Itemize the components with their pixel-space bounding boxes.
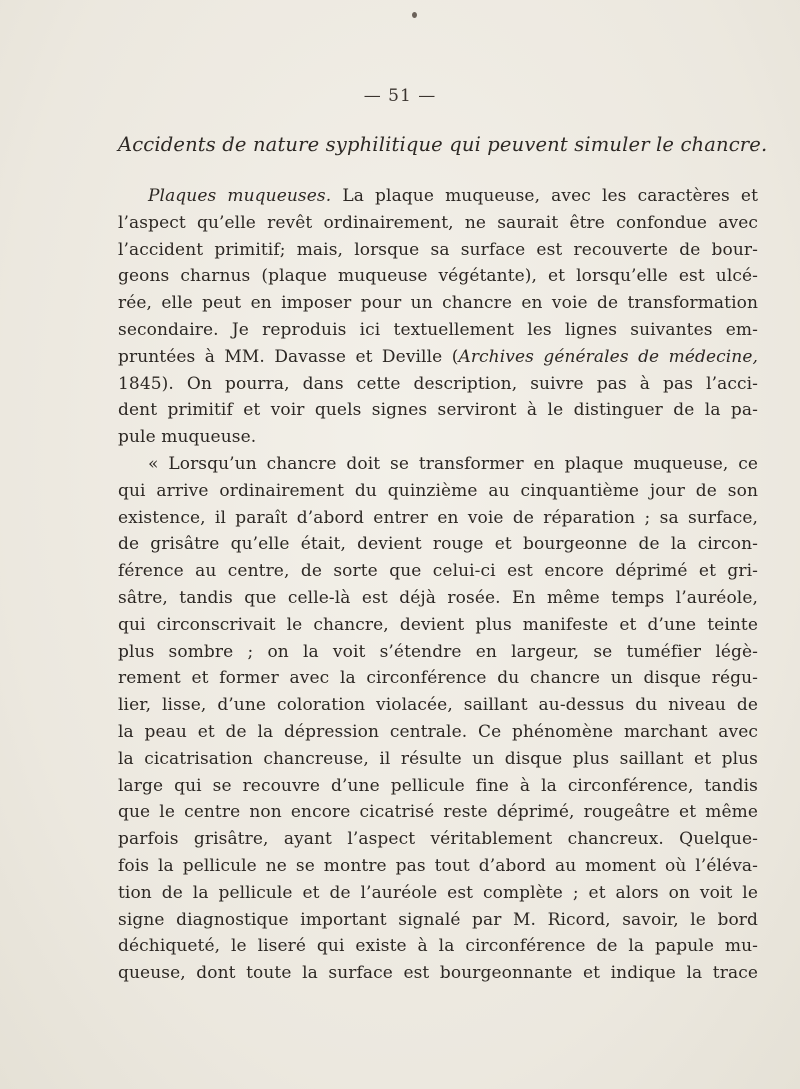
text-line: rement et former avec la circonférence du chancre un disque régu- [118, 668, 758, 689]
text-line: signe diagnostique important signalé par M. Ricord, savoir, le bord [118, 909, 758, 930]
text-line: fois la pellicule ne se montre pas tout d’abord au moment où l’éléva- [118, 855, 758, 876]
page-number: — 51 — [363, 86, 437, 106]
text-line: existence, il paraît d’abord entrer en voie de réparation ; sa surface, [118, 507, 758, 528]
text-line: de grisâtre qu’elle était, devient rouge et bourgeonne de la circon- [118, 534, 758, 555]
text-line: l’aspect qu’elle revêt ordinairement, ne saurait être confondue avec [118, 212, 758, 233]
text-line: la peau et de la dépression centrale. Ce phénomène marchant avec [118, 721, 758, 742]
subsection-title: Plaques muqueuses. [148, 186, 332, 206]
text-line: rée, elle peut en imposer pour un chancre en voie de transformation [118, 293, 758, 314]
text-line: parfois grisâtre, ayant l’aspect véritablement chancreux. Quelque- [118, 829, 758, 850]
text-line: l’accident primitif; mais, lorsque sa surface est recouverte de bour- [118, 239, 758, 260]
text-line: la cicatrisation chancreuse, il résulte un disque plus saillant et plus [118, 748, 758, 769]
text-line: que le centre non encore cicatrisé reste déprimé, rougeâtre et même [118, 802, 758, 823]
text-line: lier, lisse, d’une coloration violacée, saillant au-dessus du niveau de [118, 695, 758, 716]
text-line: queuse, dont toute la surface est bourgeonnante et indique la trace [118, 963, 758, 984]
text-line: large qui se recouvre d’une pellicule fine à la circonférence, tandis [118, 775, 758, 796]
text-line: déchiqueté, le liseré qui existe à la circonférence de la papule mu- [118, 936, 758, 957]
text-line: sâtre, tandis que celle-là est déjà rosée. En même temps l’auréole, [118, 587, 758, 608]
text-line: pruntées à MM. Davasse et Deville (Archives générales de médecine, [118, 346, 759, 367]
text-line: « Lorsqu’un chancre doit se transformer en plaque muqueuse, ce [148, 453, 758, 474]
text-line: qui arrive ordinairement du quinzième au cinquantième jour de son [118, 480, 758, 501]
text-line: qui circonscrivait le chancre, devient plus manifeste et d’une teinte [118, 614, 758, 635]
text-line: secondaire. Je reproduis ici textuellement les lignes suivantes em- [118, 319, 758, 340]
citation: Archives générales de médecine, [458, 346, 759, 367]
text-line: tion de la pellicule et de l’auréole est complète ; et alors on voit le [118, 882, 758, 903]
text-line: férence au centre, de sorte que celui-ci est encore déprimé et gri- [118, 561, 758, 582]
ink-spot [412, 12, 417, 18]
text-line: plus sombre ; on la voit s’étendre en largeur, se tuméfier légè- [118, 641, 758, 662]
section-heading: Accidents de nature syphilitique qui peuvent simuler le chancre. [118, 133, 768, 156]
text-line: dent primitif et voir quels signes serviront à le distinguer de la pa- [118, 400, 758, 421]
text-line: Plaques muqueuses. La plaque muqueuse, avec les caractères et [148, 186, 759, 206]
body-text [118, 183, 758, 987]
text-line: geons charnus (plaque muqueuse végétante), et lorsqu’elle est ulcé- [118, 266, 758, 287]
text-line: pule muqueuse. [118, 427, 257, 448]
text-line: 1845). On pourra, dans cette description, suivre pas à pas l’acci- [118, 373, 758, 394]
